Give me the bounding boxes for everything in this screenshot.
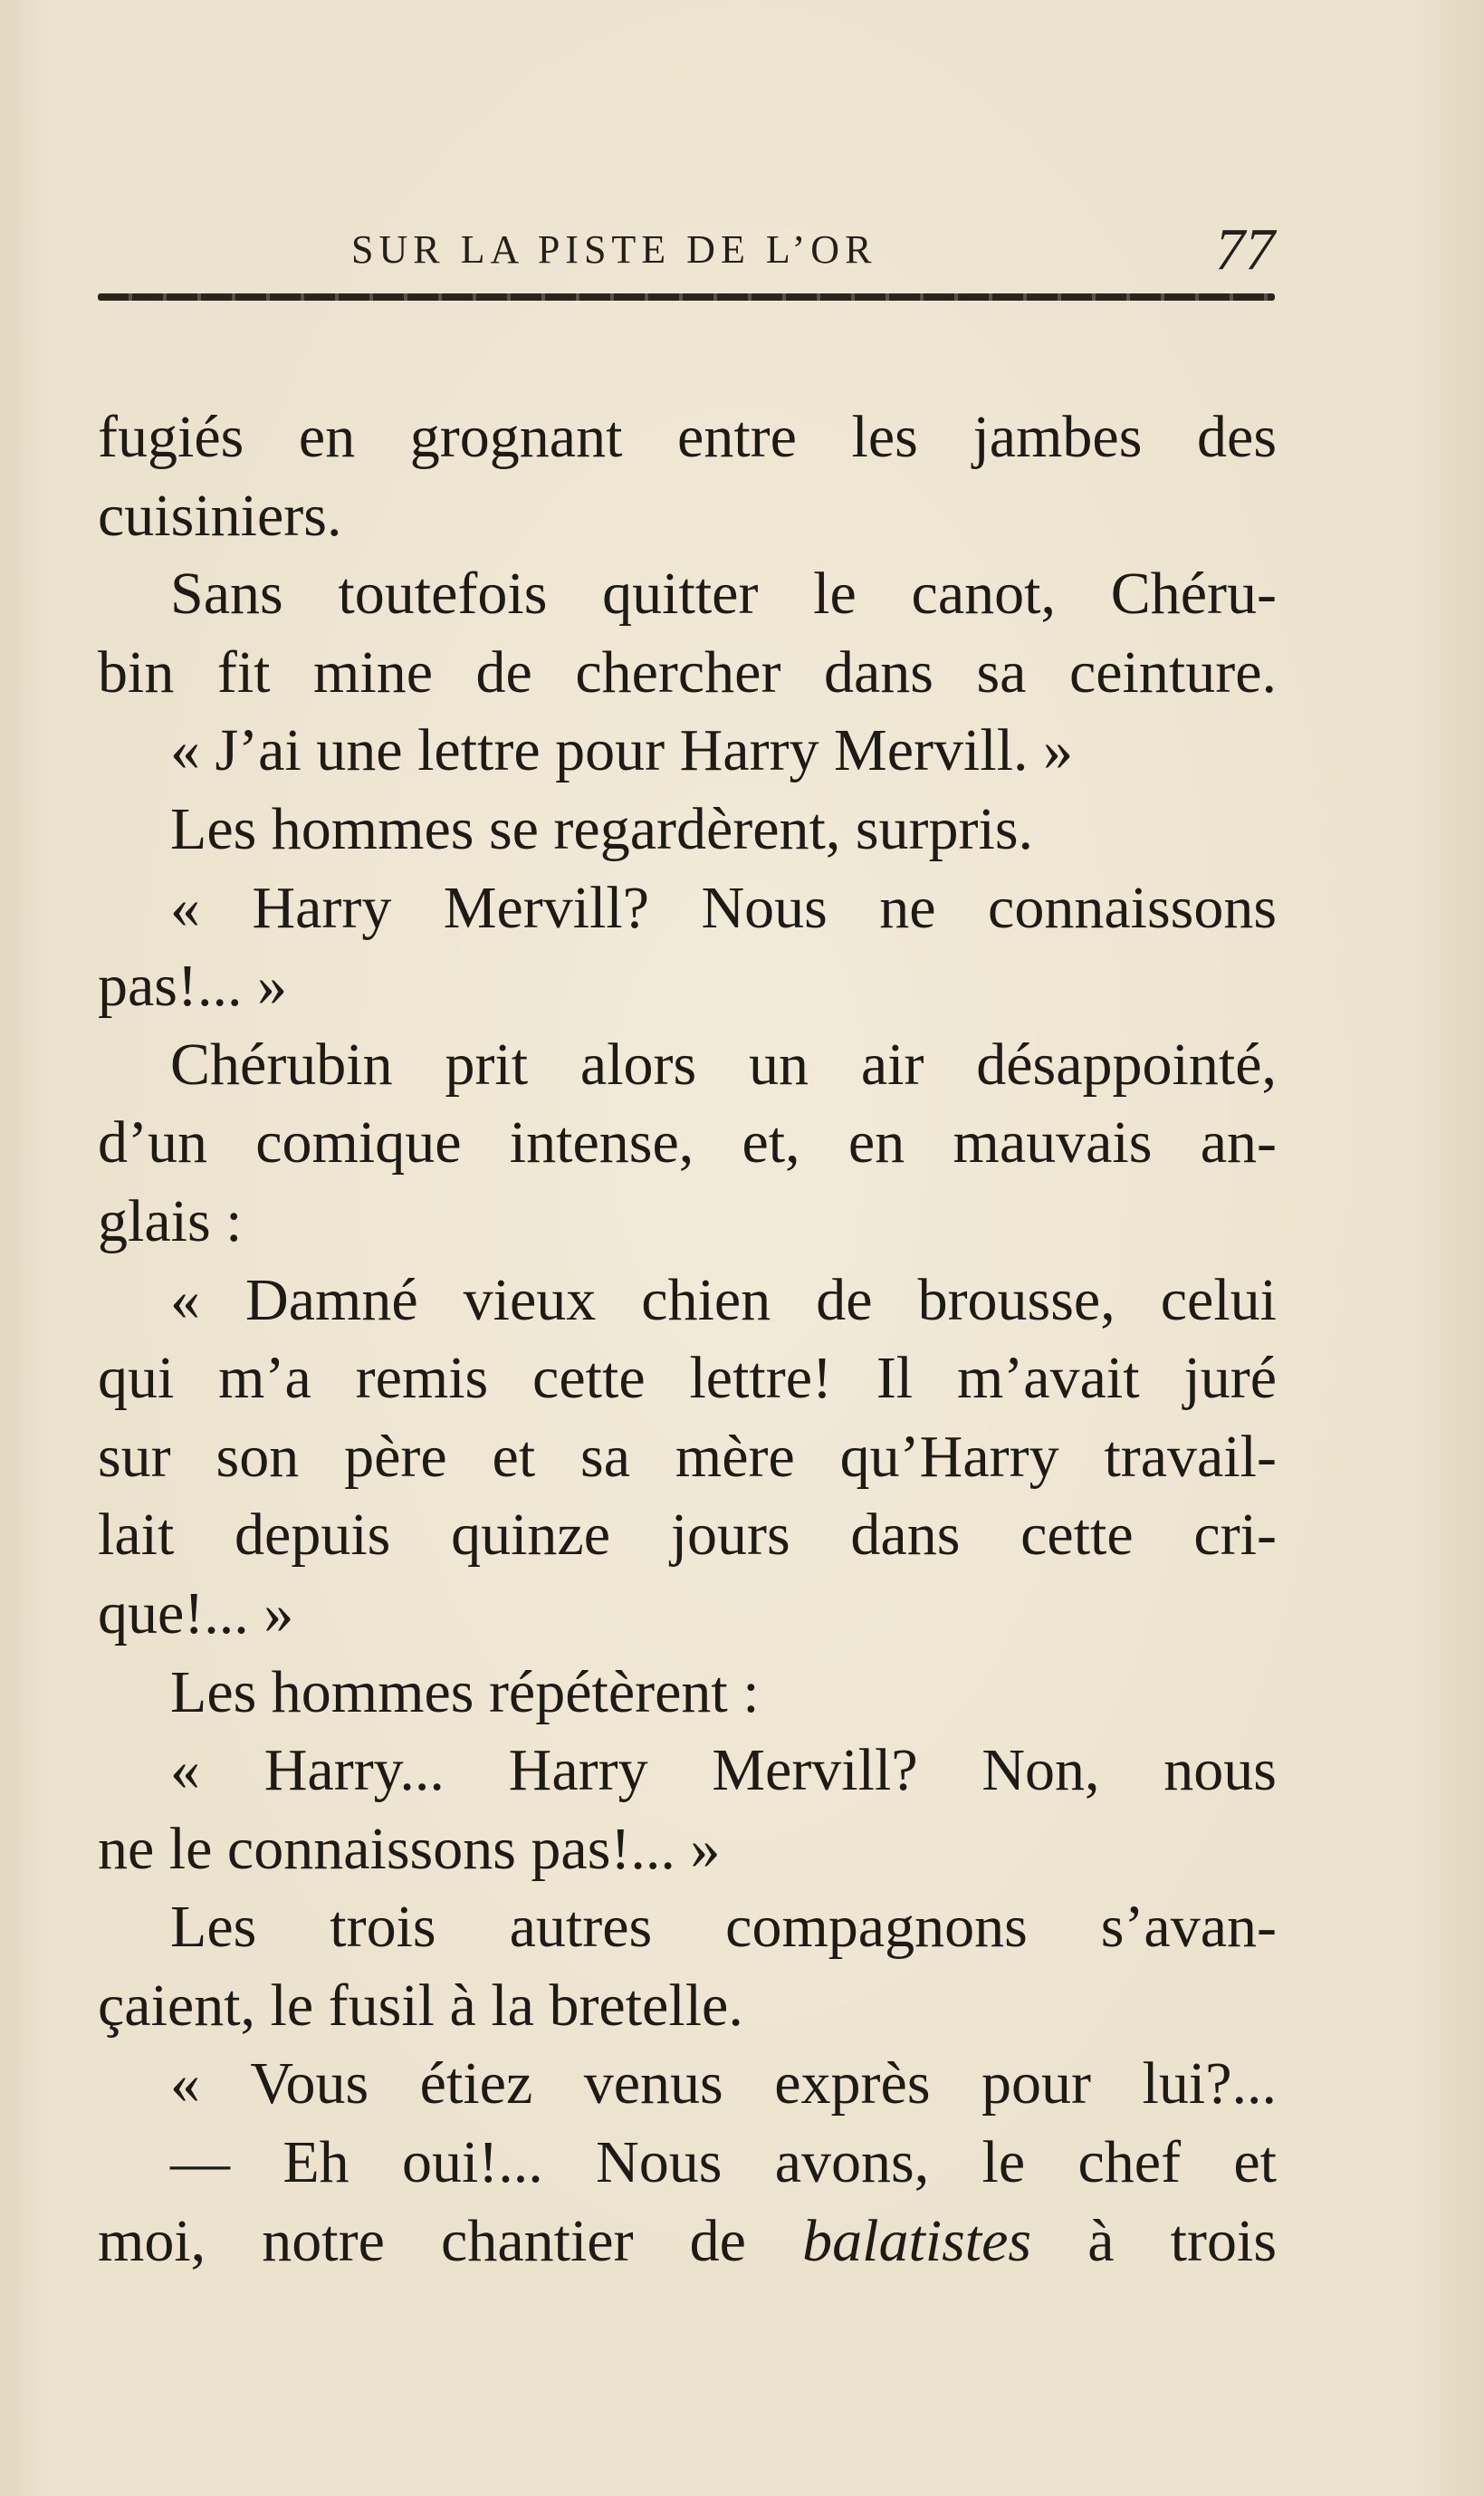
text-line: bin fit mine de chercher dans sa ceinture. [98,638,1277,706]
text-line: ne le connaissons pas!... » [98,1815,721,1882]
text-line: « Harry... Harry Mervill? Non, nous [170,1737,1277,1804]
text-line: cuisiniers. [98,482,342,549]
text-line: « Vous étiez venus exprès pour lui?... [170,2050,1277,2117]
running-title: SUR LA PISTE DE L’OR [351,227,877,272]
text-line-last [98,2203,1277,2281]
text-line: « J’ai une lettre pour Harry Mervill. » [170,717,1074,784]
last-line-after: à trois [1087,2207,1278,2274]
text-line: Les hommes répétèrent : [170,1658,760,1725]
text-line: lait depuis quinze jours dans cette cri- [98,1502,1277,1569]
text-line: que!... » [98,1579,294,1646]
text-line: d’un comique intense, et, en mauvais an- [98,1109,1277,1176]
text-line: sur son père et sa mère qu’Harry travail- [98,1423,1277,1490]
text-line: « Harry Mervill? Nous ne connaissons [170,874,1277,941]
text-line: Sans toutefois quitter le canot, Chéru- [170,561,1277,628]
text-line: çaient, le fusil à la bretelle. [98,1972,743,2039]
text-line: Les trois autres compagnons s’avan- [170,1894,1277,1961]
text-line: Les hommes se regardèrent, surpris. [170,795,1034,862]
last-line-before: moi, notre chantier de [98,2207,746,2274]
text-line: fugiés en grognant entre les jambes des [98,404,1277,470]
text-line: — Eh oui!... Nous avons, le chef et [170,2129,1277,2196]
running-head [98,216,1275,288]
header-rule [98,293,1275,301]
text-line: « Damné vieux chien de brousse, celui [170,1266,1277,1333]
body-text [98,398,1277,2280]
italic-term: balatistes [802,2207,1032,2274]
text-line: Chérubin prit alors un air désappointé, [170,1031,1277,1098]
text-line: qui m’a remis cette lettre! Il m’avait juré [98,1345,1277,1412]
page-number: 77 [1215,216,1275,283]
text-line: pas!... » [98,953,287,1020]
text-line: glais : [98,1187,243,1254]
